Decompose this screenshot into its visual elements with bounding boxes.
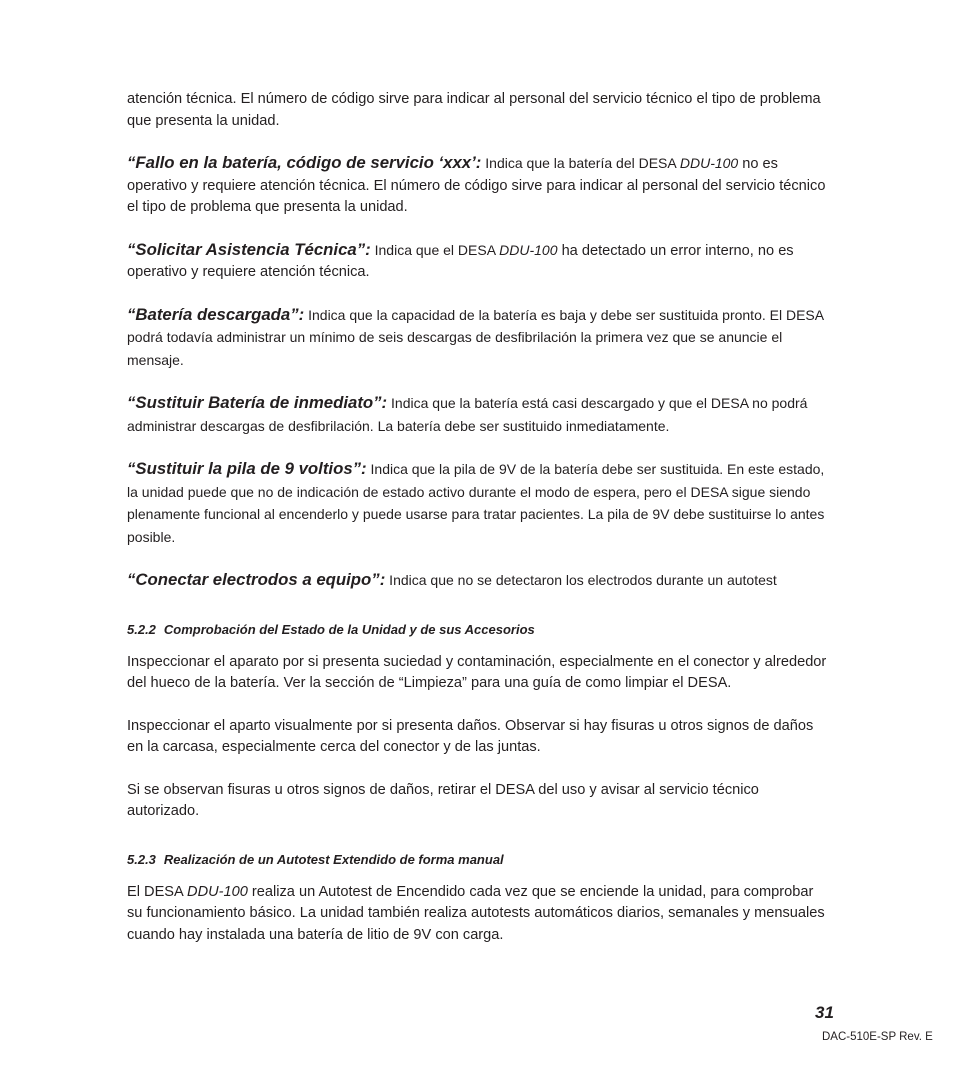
message-battery-low <box>127 304 832 373</box>
model-name: DDU-100 <box>499 241 558 258</box>
message-desc: Indica que el DESA <box>370 241 500 258</box>
message-title: “Sustituir la pila de 9 voltios”: <box>127 459 367 478</box>
section-heading-5-2-3 <box>127 851 832 869</box>
section-number: 5.2.3 <box>127 851 156 867</box>
paragraph-text-cont: realiza un Autotest de Encendido cada vez que se enciende la unidad, para comprobar su funcionamiento básico. La unidad también realiza autotests automáticos diarios, semanales y mensuales cuando hay instalada una batería de litio de 9V con carga. <box>127 883 825 943</box>
message-title: “Sustituir Batería de inmediato”: <box>127 393 388 412</box>
message-replace-battery-now <box>127 392 832 438</box>
paragraph-text: El DESA <box>127 883 188 900</box>
message-connect-electrodes <box>127 569 832 593</box>
model-name: DDU-100 <box>187 883 248 900</box>
section-paragraph <box>127 882 832 947</box>
message-desc: Indica que la batería está casi descargado y que el DESA no podrá administrar descargas de desfibrilación. La batería debe ser sustituido inmediatamente. <box>127 395 808 434</box>
message-title: “Batería descargada”: <box>127 304 305 324</box>
message-replace-9v <box>127 458 832 549</box>
section-title: Realización de un Autotest Extendido de forma manual <box>163 851 504 867</box>
message-title: “Solicitar Asistencia Técnica”: <box>127 239 371 259</box>
message-desc: Indica que la capacidad de la batería es baja y debe ser sustituida pronto. El DESA podrá todavía administrar un mínimo de seis descargas de desfibrilación la primera vez que se anuncie el mensaje. <box>127 306 824 368</box>
message-desc: Indica que la batería del DESA <box>481 155 680 171</box>
message-title: “Conectar electrodos a equipo”: <box>127 570 386 589</box>
message-desc-cont: no es operativo y requiere atención técnica. El número de código sirve para indicar al personal del servicio técnico el tipo de problema que presenta la unidad. <box>127 156 826 215</box>
message-desc: Indica que la pila de 9V de la batería debe ser sustituida. En este estado, la unidad puede que no de indicación de estado activo durante el modo de espera, pero el DESA sigue siendo plenamente funcional al encenderlo y puede usarse para tratar pacientes. La pila de 9V debe sustituirse lo antes posible. <box>127 461 825 545</box>
section-number: 5.2.2 <box>127 621 156 637</box>
page-number: 31 <box>815 1003 834 1022</box>
section-paragraph: Si se observan fisuras u otros signos de daños, retirar el DESA del uso y avisar al servicio técnico autorizado. <box>127 781 759 819</box>
message-battery-fault <box>127 152 832 219</box>
section-paragraph: Inspeccionar el aparato por si presenta suciedad y contaminación, especialmente en el conector y alrededor del hueco de la batería. Ver la sección de “Limpieza” para una guía de como limpiar el DESA. <box>127 653 827 691</box>
message-desc-cont: ha detectado un error interno, no es operativo y requiere atención técnica. <box>127 242 794 280</box>
intro-paragraph: atención técnica. El número de código sirve para indicar al personal del servicio técnico el tipo de problema que presenta la unidad. <box>127 91 821 129</box>
message-request-service <box>127 239 832 284</box>
document-code: DAC-510E-SP Rev. E <box>822 1031 933 1043</box>
section-heading-5-2-2 <box>127 621 832 639</box>
page-content <box>127 89 832 946</box>
section-paragraph: Inspeccionar el aparto visualmente por si presenta daños. Observar si hay fisuras u otros signos de daños en la carcasa, especialmente cerca del conector y de las juntas. <box>127 717 814 755</box>
model-name: DDU-100 <box>679 155 739 171</box>
message-title: “Fallo en la batería, código de servicio ‘xxx’: <box>127 153 482 172</box>
message-desc: Indica que no se detectaron los electrodos durante un autotest <box>385 572 777 588</box>
section-title: Comprobación del Estado de la Unidad y de sus Accesorios <box>163 621 535 637</box>
